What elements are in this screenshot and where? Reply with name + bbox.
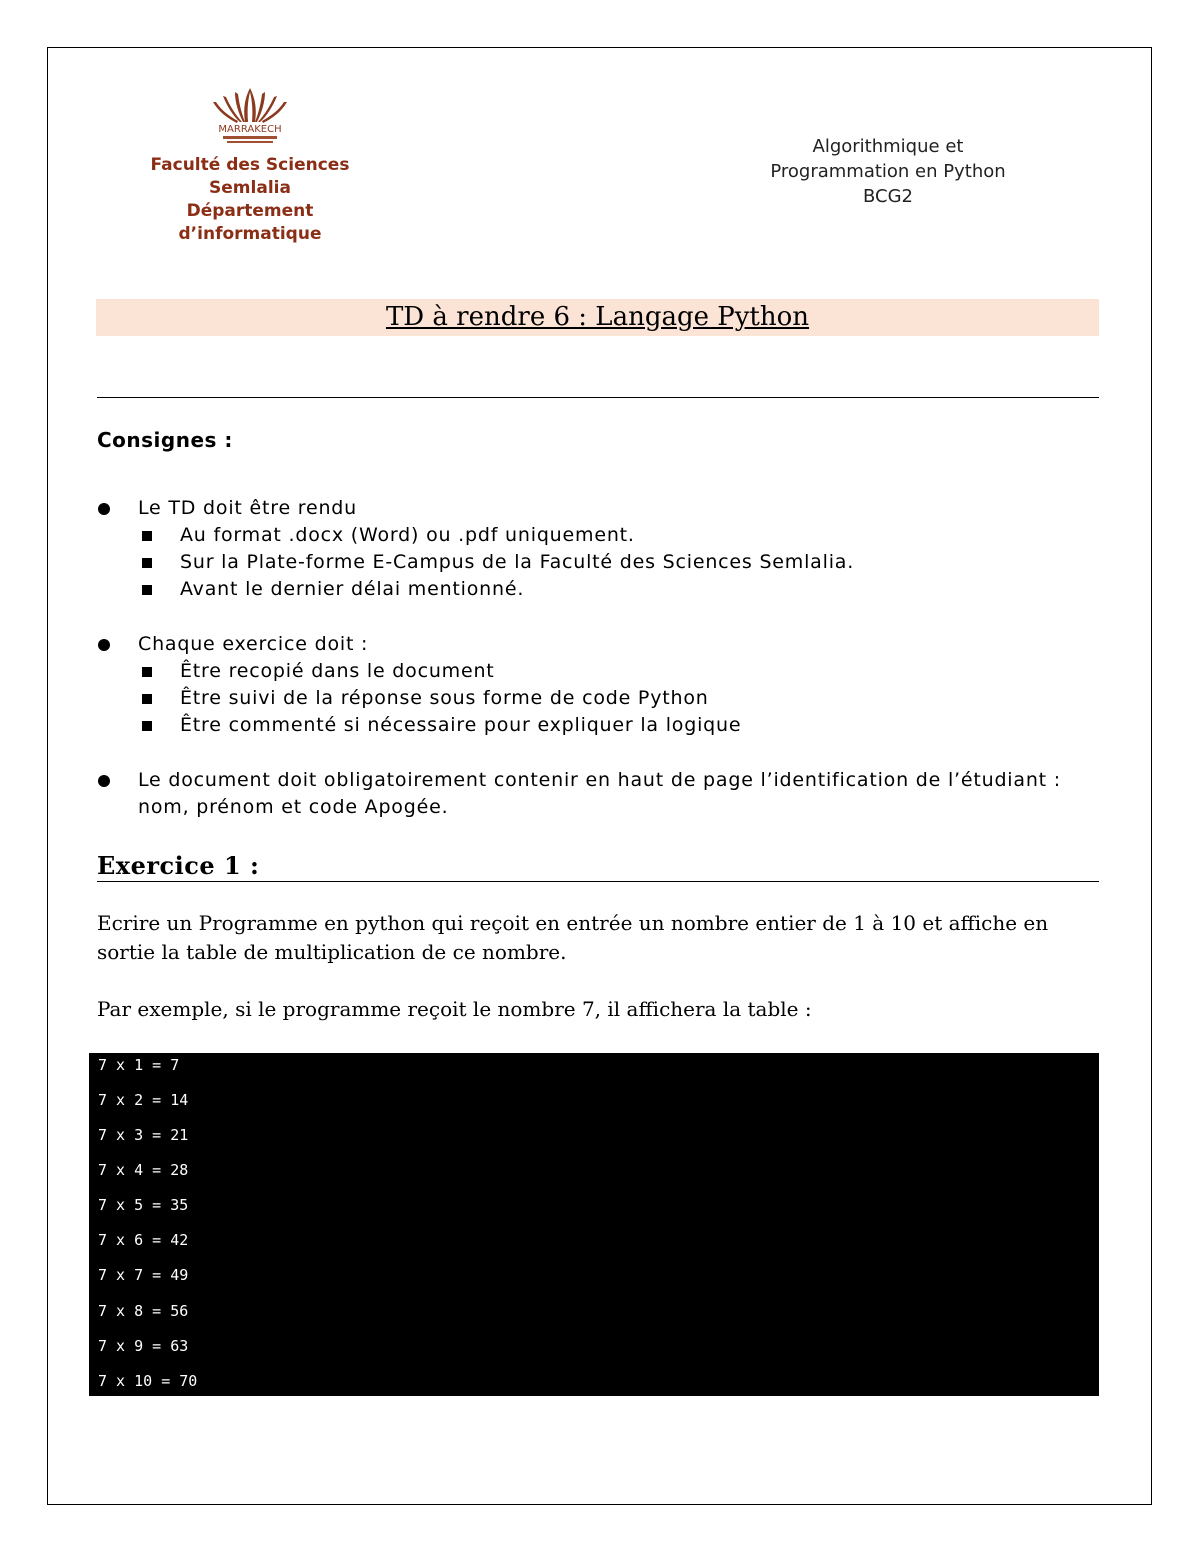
exercise-statement: Ecrire un Programme en python qui reçoit en entrée un nombre entier de 1 à 10 et affiche en sortie la table de multiplication de ce nombre. [97,911,1049,964]
console-line: 7 x 6 = 42 [98,1231,189,1249]
exercise-heading: Exercice 1 : [97,851,1099,882]
faculty-line: d’informatique [178,224,322,244]
faculty-line: Département [186,201,314,221]
logo-text: MARRAKECH [218,124,282,135]
faculty-line: Faculté des Sciences [150,155,350,175]
console-line: 7 x 10 = 70 [98,1372,198,1390]
console-line: 7 x 7 = 49 [98,1266,189,1284]
console-line: 7 x 5 = 35 [98,1196,189,1214]
divider [97,397,1099,398]
instruction-group [97,495,854,603]
faculty-name [120,154,380,246]
title-banner [96,299,1099,336]
sub-bullet-item: Être suivi de la réponse sous forme de code Python [97,685,741,712]
console-line: 7 x 4 = 28 [98,1161,189,1179]
course-line: Algorithmique et [812,136,964,157]
console-line: 7 x 9 = 63 [98,1337,189,1355]
bullet-item: Le TD doit être rendu [97,495,854,522]
instruction-group [97,631,741,739]
sub-bullet-item: Avant le dernier délai mentionné. [97,576,854,603]
bullet-item: Chaque exercice doit : [97,631,741,658]
university-logo-block [120,78,380,246]
document-title: TD à rendre 6 : Langage Python [385,302,810,332]
course-title [718,134,1058,209]
console-line: 7 x 3 = 21 [98,1126,189,1144]
sub-bullet-item: Être commenté si nécessaire pour expliquer la logique [97,712,741,739]
university-logo [205,78,295,148]
sub-bullet-item: Au format .docx (Word) ou .pdf uniquement. [97,522,854,549]
sub-bullet-item: Sur la Plate-forme E-Campus de la Faculté des Sciences Semlalia. [97,549,854,576]
course-line: Programmation en Python [770,161,1006,182]
sub-bullet-item: Être recopié dans le document [97,658,741,685]
console-output [89,1053,1099,1396]
faculty-line: Semlalia [209,178,291,198]
consignes-heading: Consignes : [97,428,233,452]
instruction-group [97,767,1099,821]
console-line: 7 x 1 = 7 [98,1056,180,1074]
exercise-example: Par exemple, si le programme reçoit le nombre 7, il affichera la table : [97,997,812,1021]
console-line: 7 x 8 = 56 [98,1302,189,1320]
bullet-item: Le document doit obligatoirement contenir en haut de page l’identification de l’étudiant : nom, prénom et code Apogée. [97,767,1099,821]
console-line: 7 x 2 = 14 [98,1091,189,1109]
course-line: BCG2 [862,186,913,207]
